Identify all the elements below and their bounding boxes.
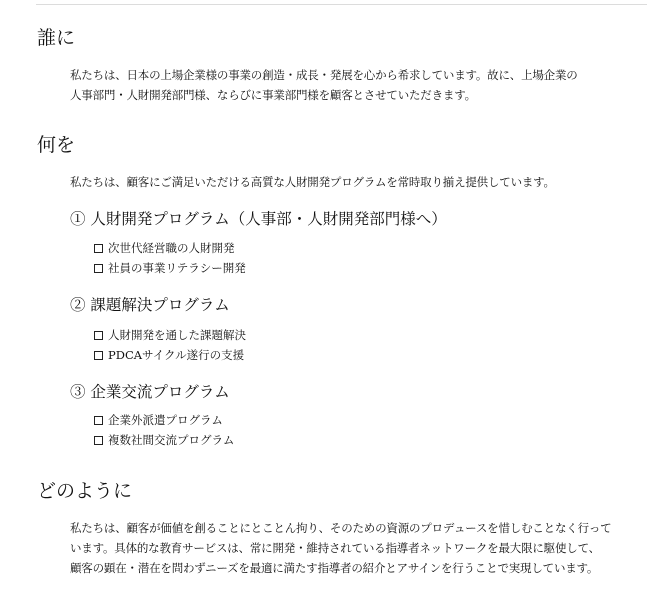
checkbox-icon [94,331,103,340]
checkbox-icon [94,244,103,253]
program-heading-3: ③ 企業交流プログラム [70,383,230,401]
how-body-line-2: います。具体的な教育サービスは、常に開発・維持されている指導者ネットワークを最大限に駆使して、 [70,541,600,555]
list-item [94,345,246,365]
section-heading-what: 何を [37,134,76,156]
list-item [94,410,234,430]
program-list-1 [94,238,246,278]
program-heading-1: ① 人財開発プログラム（人事部・人財開発部門様へ） [70,210,447,228]
program-heading-2: ② 課題解決プログラム [70,296,230,314]
list-item-label: 企業外派遣プログラム [108,413,223,427]
section-heading-how: どのように [37,480,133,502]
checkbox-icon [94,416,103,425]
program-list-3 [94,410,234,450]
list-item-label: 次世代経営職の人財開発 [108,241,235,255]
list-item [94,325,246,345]
program-list-2 [94,325,246,365]
list-item-label: 人財開発を通した課題解決 [108,328,246,342]
list-item [94,258,246,278]
checkbox-icon [94,351,103,360]
list-item-label: PDCAサイクル遂行の支援 [108,348,245,362]
list-item-label: 複数社間交流プログラム [108,433,235,447]
who-body-line-1: 私たちは、日本の上場企業様の事業の創造・成長・発展を心から希求しています。故に、上場企業の [70,68,578,82]
list-item-label: 社員の事業リテラシー開発 [108,261,246,275]
how-body-line-1: 私たちは、顧客が価値を創ることにとことん拘り、そのための資源のプロデュースを惜しむことなく行って [70,521,612,535]
checkbox-icon [94,264,103,273]
who-body-line-2: 人事部門・人財開発部門様、ならびに事業部門様を顧客とさせていただきます。 [70,88,476,102]
top-divider [36,4,647,5]
what-body: 私たちは、顧客にご満足いただける高質な人財開発プログラムを常時取り揃え提供しています。 [70,175,555,189]
how-body-line-3: 顧客の顕在・潜在を問わずニーズを最適に満たす指導者の紹介とアサインを行うことで実現しています。 [70,561,599,575]
section-heading-who: 誰に [37,27,76,49]
list-item [94,430,234,450]
checkbox-icon [94,436,103,445]
list-item [94,238,246,258]
